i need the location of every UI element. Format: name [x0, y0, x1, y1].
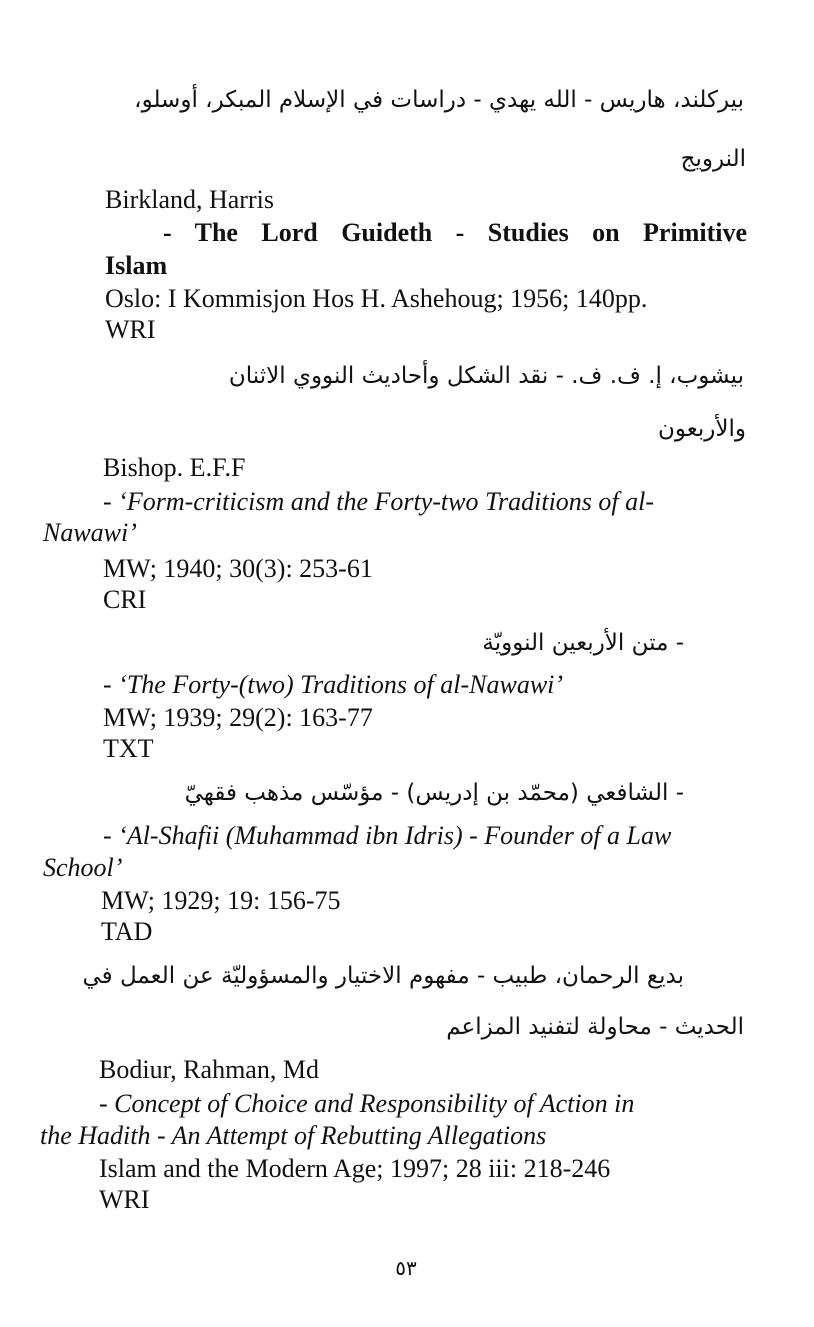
arabic-heading-line: - متن الأربعين النوويّة	[482, 630, 684, 656]
arabic-heading-line: النرويج	[680, 146, 746, 172]
arabic-heading-line: والأربعون	[658, 416, 746, 442]
entry-title: - ‘Form-criticism and the Forty-two Traditions of al-	[103, 487, 655, 516]
entry-publication: Islam and the Modern Age; 1997; 28 iii: 218-246	[99, 1154, 611, 1183]
entry-title-cont: Islam	[105, 251, 168, 280]
entry-publication: MW; 1929; 19: 156-75	[101, 886, 341, 915]
arabic-heading-line: الحديث - محاولة لتفنيد المزاعم	[446, 1014, 744, 1040]
arabic-heading-line: بيشوب، إ. ف. ف. - نقد الشكل وأحاديث النووي الاثنان	[228, 363, 744, 389]
entry-code: CRI	[103, 585, 147, 614]
entry-publication: Oslo: I Kommisjon Hos H. Ashehoug; 1956; 140pp.	[105, 284, 648, 313]
entry-code: TAD	[101, 917, 153, 946]
entry-title-cont: the Hadith - An Attempt of Rebutting Allegations	[40, 1121, 547, 1150]
entry-publication: MW; 1940; 30(3): 253-61	[103, 554, 373, 583]
arabic-heading-line: - الشافعي (محمّد بن إدريس) - مؤسّس مذهب فقهيّ	[184, 780, 684, 806]
entry-title-cont: Nawawi’	[43, 518, 137, 547]
entry-title: - ‘Al-Shafii (Muhammad ibn Idris) - Founder of a Law	[103, 821, 672, 850]
entry-code: TXT	[103, 734, 154, 763]
arabic-heading-line: بيركلند، هاريس - الله يهدي - دراسات في الإسلام المبكر، أوسلو،	[134, 87, 744, 113]
entry-author: Birkland, Harris	[105, 185, 274, 214]
entry-publication: MW; 1939; 29(2): 163-77	[103, 703, 373, 732]
entry-title: - ‘The Forty-(two) Traditions of al-Nawawi’	[103, 670, 564, 699]
entry-title-cont: School’	[43, 853, 123, 882]
entry-code: WRI	[105, 315, 156, 344]
entry-title: - The Lord Guideth - Studies on Primitive	[163, 218, 747, 247]
page-number: ٥٣	[395, 1256, 417, 1280]
entry-code: WRI	[99, 1185, 150, 1214]
arabic-heading-line: بديع الرحمان، طبيب - مفهوم الاختيار والمسؤوليّة عن العمل في	[82, 963, 684, 989]
entry-title: - Concept of Choice and Responsibility of Action in	[99, 1089, 635, 1118]
entry-author: Bishop. E.F.F	[103, 453, 246, 482]
entry-author: Bodiur, Rahman, Md	[99, 1055, 319, 1084]
